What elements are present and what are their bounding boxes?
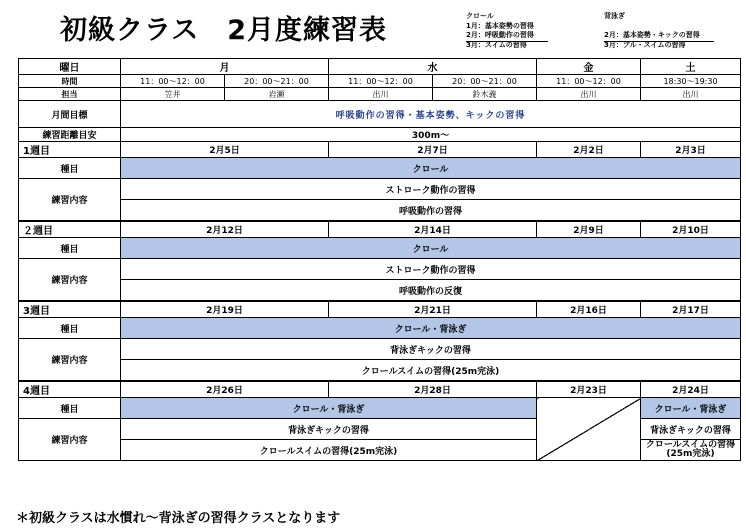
- week-date-mon: 2月5日: [121, 142, 329, 158]
- day-wed: 水: [329, 59, 537, 75]
- content-1: ストローク動作の習得: [121, 259, 741, 280]
- instructor-fri: 出川: [537, 88, 641, 101]
- item-row: [19, 318, 741, 339]
- legend-crawl-mar: 3月：スイムの習得: [466, 40, 527, 49]
- week-date-sat: 2月3日: [641, 142, 741, 158]
- time-wed-1: 11：00〜12：00: [329, 75, 433, 88]
- week-date-wed: 2月28日: [329, 381, 537, 398]
- instructor-row: [19, 88, 741, 101]
- instructor-sat: 出川: [641, 88, 741, 101]
- page-title: [60, 8, 387, 47]
- legend-back-heading: 背泳ぎ: [604, 12, 625, 20]
- time-mon-2: 20：00〜21：00: [225, 75, 329, 88]
- item-value: クロール: [121, 158, 741, 179]
- time-mon-1: 11：00〜12：00: [121, 75, 225, 88]
- legend-crawl: [466, 12, 548, 50]
- content-row: [19, 360, 741, 382]
- content-1: 背泳ぎキックの習得: [121, 339, 741, 360]
- week-date-sat: 2月17日: [641, 301, 741, 318]
- content-row: [19, 339, 741, 360]
- content-2: クロールスイムの習得(25m完泳): [121, 360, 741, 382]
- content-label: 練習内容: [19, 259, 121, 302]
- schedule-table: [18, 58, 741, 461]
- distance-value: 300m〜: [121, 128, 741, 142]
- item-value-sat: クロール・背泳ぎ: [641, 398, 741, 419]
- day-row: [19, 59, 741, 75]
- week-row: [19, 301, 741, 318]
- content-label: 練習内容: [19, 339, 121, 382]
- week-label: 4週目: [19, 381, 121, 398]
- item-row: [19, 158, 741, 179]
- time-label: 時間: [19, 75, 121, 88]
- content-row: [19, 280, 741, 302]
- time-sat: 18:30〜19:30: [641, 75, 741, 88]
- week-date-mon: 2月26日: [121, 381, 329, 398]
- content-2: 呼吸動作の反復: [121, 280, 741, 302]
- week-date-wed: 2月21日: [329, 301, 537, 318]
- content-2: クロールスイムの習得(25m完泳): [121, 440, 537, 461]
- content-2-sat-line1: クロールスイムの習得: [645, 440, 736, 450]
- week-row: [19, 221, 741, 238]
- legend-back-feb: 2月：基本姿勢・キックの習得: [604, 31, 714, 42]
- legend-crawl-heading: クロール: [466, 12, 494, 20]
- week-date-mon: 2月19日: [121, 301, 329, 318]
- content-row: [19, 259, 741, 280]
- time-fri: 11：00〜12：00: [537, 75, 641, 88]
- week-date-fri: 2月23日: [537, 381, 641, 398]
- content-row: [19, 200, 741, 222]
- friday-cancelled-cell: [537, 398, 641, 461]
- instructor-wed-2: 鈴木義: [433, 88, 537, 101]
- week-date-wed: 2月14日: [329, 221, 537, 238]
- content-2-sat: [641, 440, 741, 461]
- instructor-mon-2: 岩瀬: [225, 88, 329, 101]
- title-class: 初級クラス: [60, 15, 200, 46]
- legend-crawl-feb: 2月：呼吸動作の習得: [466, 31, 548, 42]
- footnote: ＊初級クラスは水慣れ〜背泳ぎの習得クラスとなります: [16, 511, 341, 526]
- distance-label: 練習距離目安: [19, 128, 121, 142]
- week-date-fri: 2月2日: [537, 142, 641, 158]
- content-2-sat-line2: (25m完泳): [666, 449, 715, 459]
- instructor-mon-1: 笠井: [121, 88, 225, 101]
- content-label: 練習内容: [19, 419, 121, 461]
- item-label: 種目: [19, 158, 121, 179]
- item-value: クロール・背泳ぎ: [121, 318, 741, 339]
- day-fri: 金: [537, 59, 641, 75]
- item-label: 種目: [19, 238, 121, 259]
- item-label: 種目: [19, 318, 121, 339]
- item-row: [19, 238, 741, 259]
- week-date-sat: 2月10日: [641, 221, 741, 238]
- week-label: 3週目: [19, 301, 121, 318]
- item-value: クロール: [121, 238, 741, 259]
- week-date-fri: 2月16日: [537, 301, 641, 318]
- week-label: ２週目: [19, 221, 121, 238]
- content-label: 練習内容: [19, 179, 121, 222]
- content-1: 背泳ぎキックの習得: [121, 419, 537, 440]
- week-row: [19, 142, 741, 158]
- week-date-sat: 2月24日: [641, 381, 741, 398]
- legend-back-blank: [604, 22, 714, 32]
- time-wed-2: 20：00〜21：00: [433, 75, 537, 88]
- day-sat: 土: [641, 59, 741, 75]
- goal-label: 月間目標: [19, 101, 121, 128]
- week-label: 1週目: [19, 142, 121, 158]
- content-2: 呼吸動作の習得: [121, 200, 741, 222]
- item-row: [19, 398, 741, 419]
- content-row: [19, 179, 741, 200]
- day-mon: 月: [121, 59, 329, 75]
- legend-backstroke: [604, 12, 714, 50]
- title-schedule: 2月度練習表: [227, 15, 387, 46]
- goal-row: [19, 101, 741, 128]
- content-1: ストローク動作の習得: [121, 179, 741, 200]
- week-date-wed: 2月7日: [329, 142, 537, 158]
- item-value: クロール・背泳ぎ: [121, 398, 537, 419]
- time-row: [19, 75, 741, 88]
- day-label: 曜日: [19, 59, 121, 75]
- legend-back-mar: 3月：プル・スイムの習得: [604, 40, 686, 49]
- instructor-wed-1: 出川: [329, 88, 433, 101]
- week-row: [19, 381, 741, 398]
- content-1-sat: 背泳ぎキックの習得: [641, 419, 741, 440]
- week-date-fri: 2月9日: [537, 221, 641, 238]
- item-label: 種目: [19, 398, 121, 419]
- legend-crawl-jan: 1月：基本姿勢の習得: [466, 21, 534, 30]
- monthly-goal: 呼吸動作の習得・基本姿勢、キックの習得: [121, 101, 741, 128]
- instructor-label: 担当: [19, 88, 121, 101]
- week-date-mon: 2月12日: [121, 221, 329, 238]
- distance-row: [19, 128, 741, 142]
